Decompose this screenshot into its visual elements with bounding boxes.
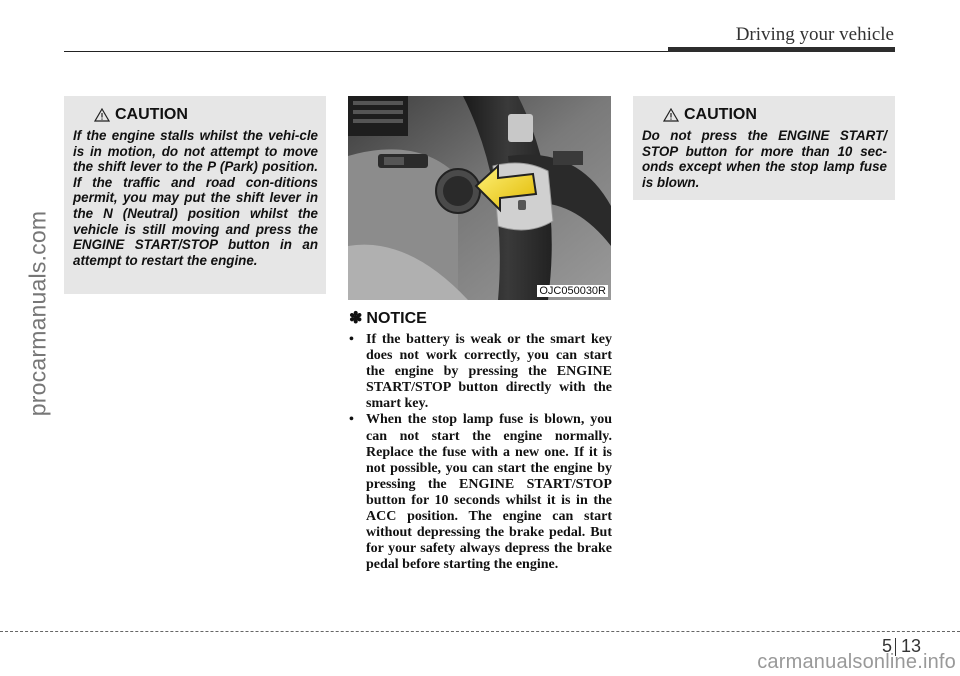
bullet-icon: • [349, 332, 354, 347]
notice-section [349, 308, 612, 573]
steering-wheel-figure [348, 96, 611, 300]
caution-header [663, 106, 887, 124]
caution-text: If the engine stalls whilst the vehi-cle is in motion, do not attempt to move the shift lever to the P (Park) position. If the traffic and road con-ditions permit, you may put the shift lever in the N (Neutral) position whilst the vehicle is still moving and press the ENGINE START/STOP button in an attempt to restart the engine. [73, 128, 318, 268]
caution-box-right [633, 96, 895, 200]
figure-code: OJC050030R [539, 285, 606, 297]
watermark-bottom: carmanualsonline.info [757, 651, 956, 673]
caution-header [94, 106, 318, 124]
notice-header [349, 308, 612, 328]
notice-item-text: If the battery is weak or the smart key does not work correctly, you can start the engine by pressing the ENGINE START/STOP button directly with the smart key. [366, 332, 612, 412]
header-rule [64, 51, 669, 52]
notice-title: NOTICE [366, 310, 427, 327]
caution-text: Do not press the ENGINE START/ STOP button for more than 10 sec-onds except when the stop lamp fuse is blown. [642, 128, 887, 190]
bullet-icon: • [349, 412, 354, 428]
notice-list [349, 332, 612, 573]
notice-item [349, 412, 612, 573]
footer-rule [0, 631, 960, 632]
notice-item-text: When the stop lamp fuse is blown, you can not start the engine normally. Replace the fuse with a new one. If it is not possible, you can start the engine by pressing the ENGINE START/STOP button for 10 seconds whilst it is in the ACC position. The engine can start without depressing the brake pedal. But for your safety always depress the brake pedal before starting the engine. [366, 412, 612, 573]
warning-icon [663, 108, 679, 122]
steering-wheel-illustration [348, 96, 611, 300]
warning-icon [94, 108, 110, 122]
chapter-number: 5 [882, 636, 893, 656]
caution-title: CAUTION [115, 106, 188, 123]
caution-title: CAUTION [684, 106, 757, 123]
caution-box-left [64, 96, 326, 294]
watermark-left: procarmanuals.com [24, 210, 51, 417]
section-title: Driving your vehicle [735, 24, 894, 45]
notice-item [349, 332, 612, 412]
header-rule-accent [668, 47, 895, 52]
page-number: 13 [901, 636, 922, 656]
notice-star-icon: ✽ [349, 310, 363, 327]
